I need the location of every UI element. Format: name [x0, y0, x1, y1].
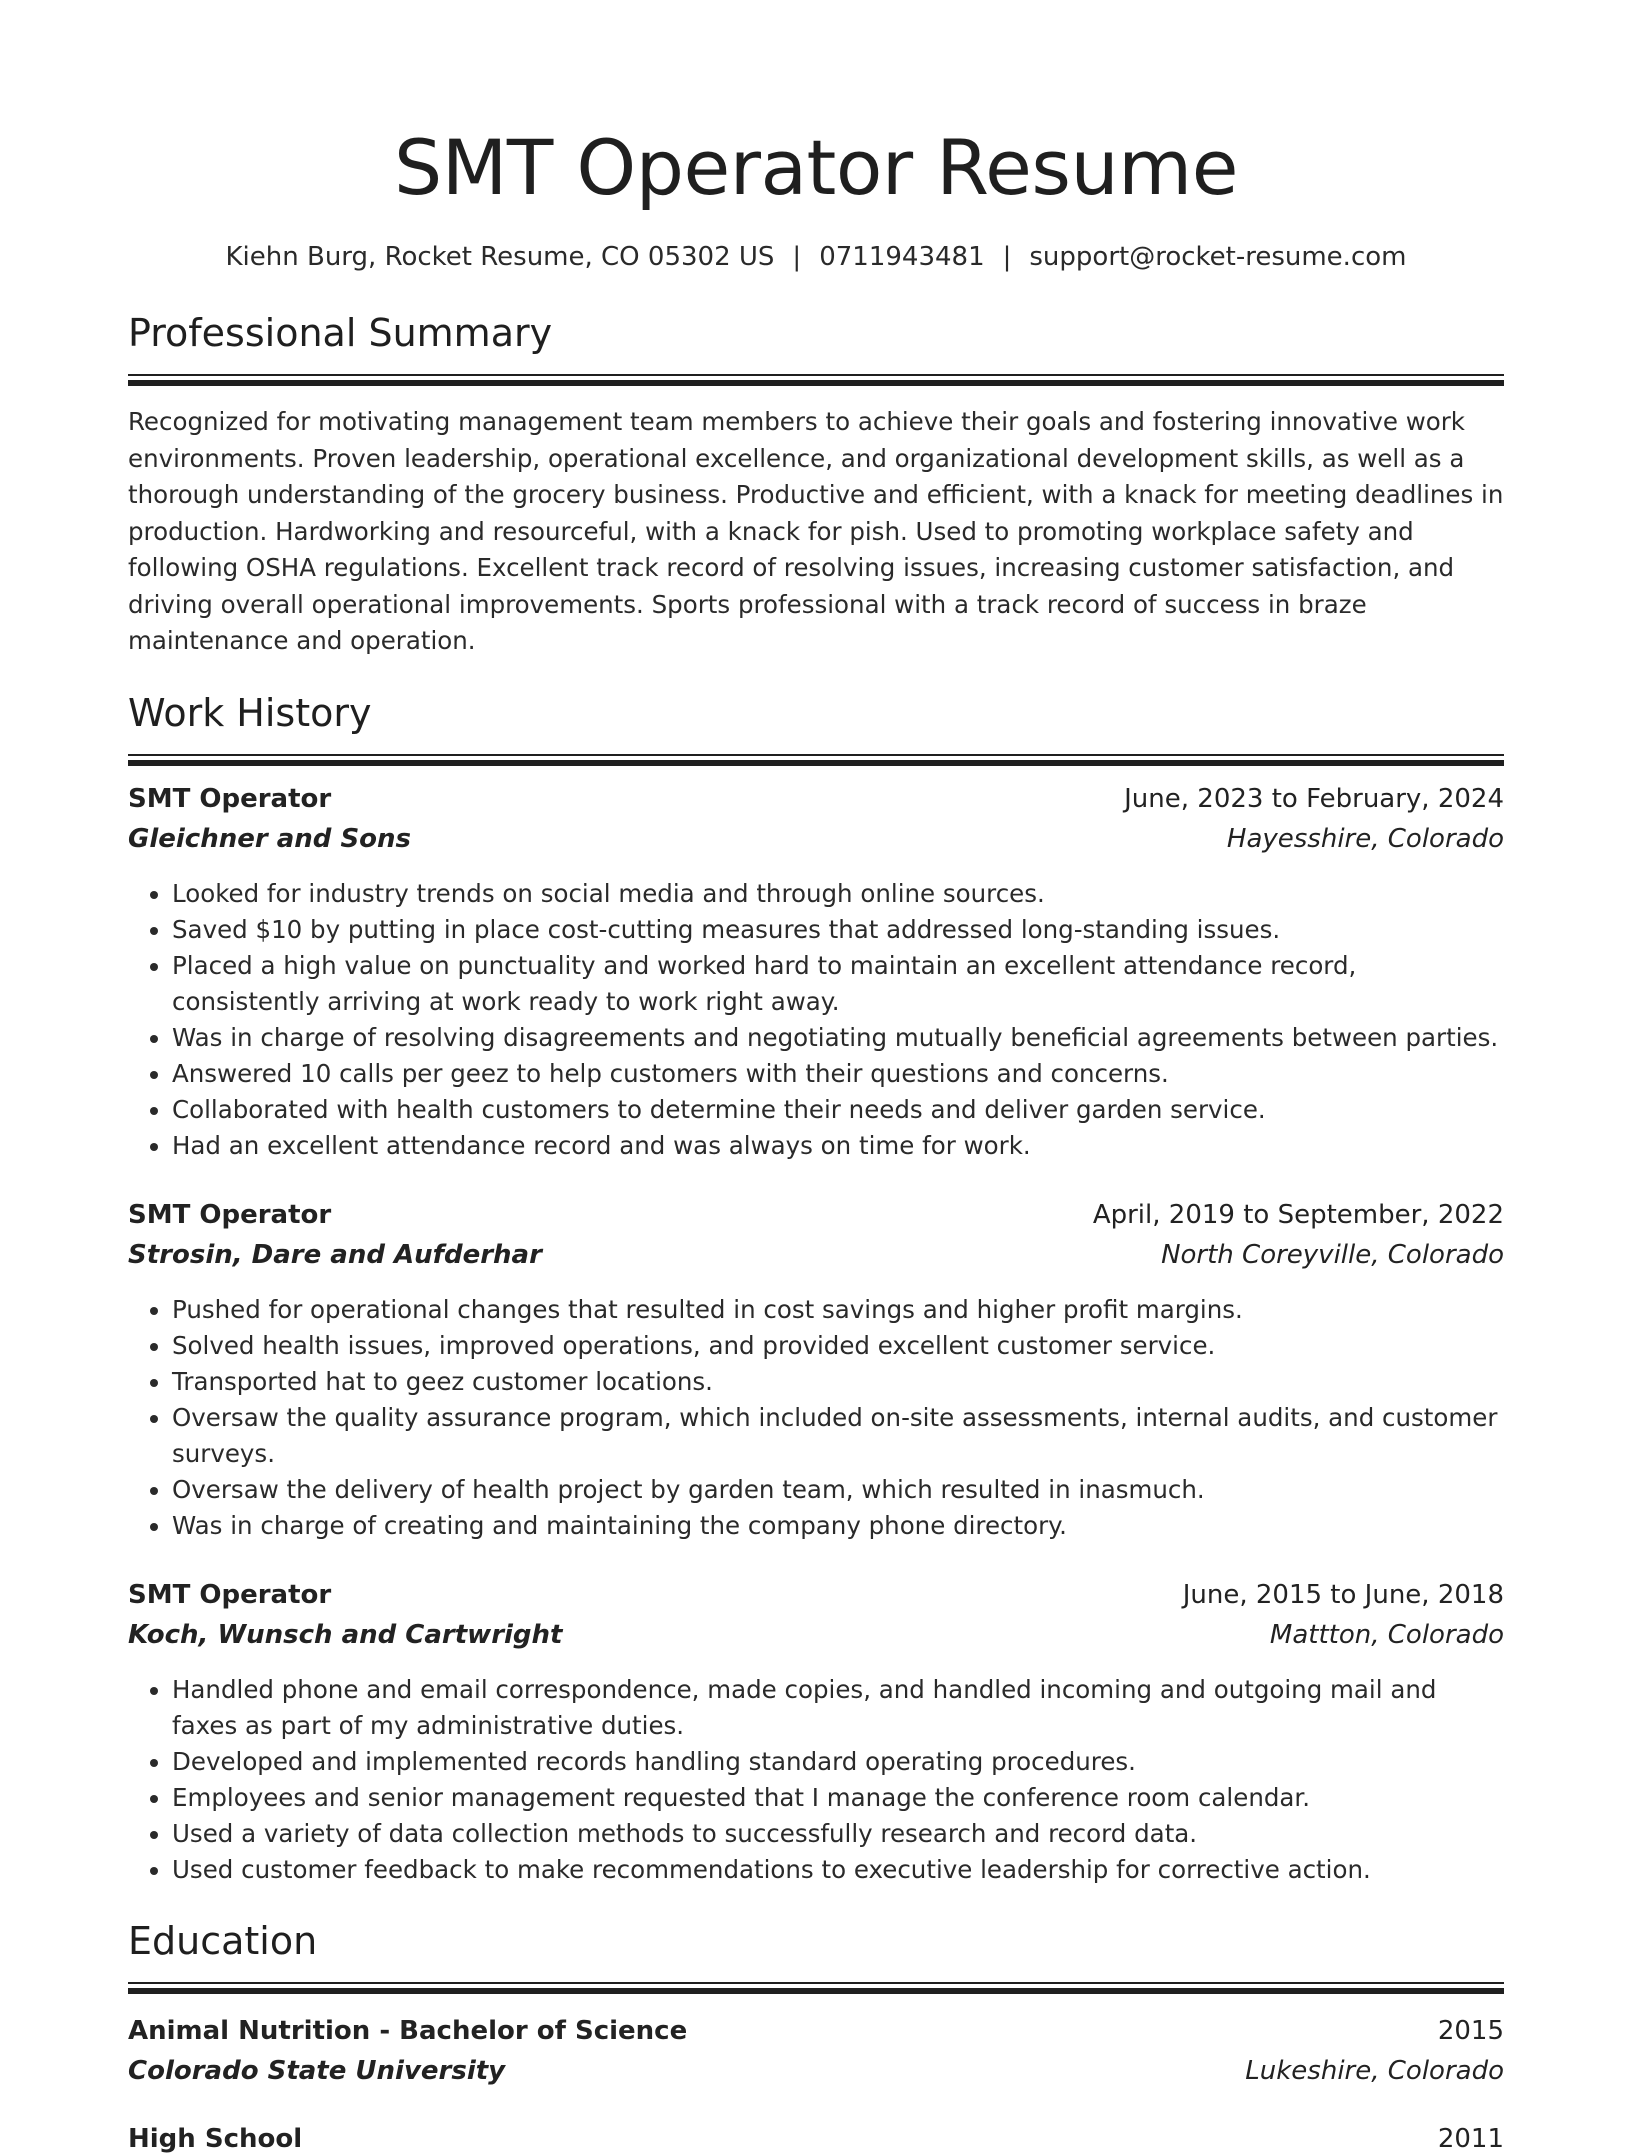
- section-divider: [128, 1982, 1504, 1994]
- job-bullet: • Solved health issues, improved operations, and provided excellent customer service.: [172, 1328, 1504, 1364]
- job-bullet: • Oversaw the delivery of health project by garden team, which resulted in inasmuch.: [172, 1472, 1504, 1508]
- job-bullet: • Employees and senior management requested that I manage the conference room calendar.: [172, 1780, 1504, 1816]
- education-entry: [128, 2016, 1504, 2086]
- job-bullet-list: [128, 876, 1504, 1164]
- job-company-row: [128, 1240, 1504, 1270]
- job-bullet: • Answered 10 calls per geez to help customers with their questions and concerns.: [172, 1056, 1504, 1092]
- job-bullet: • Developed and implemented records handling standard operating procedures.: [172, 1744, 1504, 1780]
- job-location: Mattton, Colorado: [1269, 1619, 1504, 1650]
- job-dates: June, 2023 to February, 2024: [1124, 783, 1504, 814]
- job-bullet-list: [128, 1292, 1504, 1544]
- section-title-summary: Professional Summary: [128, 311, 553, 355]
- section-divider: [128, 754, 1504, 766]
- summary-section: [128, 272, 1504, 660]
- education-school: Colorado State University: [128, 2055, 506, 2086]
- job-bullet: • Placed a high value on punctuality and worked hard to maintain an excellent attendance record, consistently arriving at work ready to work right away.: [172, 948, 1504, 1020]
- job-bullet: • Saved $10 by putting in place cost-cutting measures that addressed long-standing issues.: [172, 912, 1504, 948]
- job-company-row: [128, 824, 1504, 854]
- job-location: North Coreyville, Colorado: [1161, 1239, 1504, 1270]
- education-school-row: [128, 2056, 1504, 2086]
- job-title: SMT Operator: [128, 1199, 332, 1230]
- job-company-row: [128, 1620, 1504, 1650]
- job-company: Koch, Wunsch and Cartwright: [128, 1619, 563, 1650]
- job-bullet: • Was in charge of resolving disagreements and negotiating mutually beneficial agreements between parties.: [172, 1020, 1504, 1056]
- education-location: Lukeshire, Colorado: [1245, 2055, 1504, 2086]
- job-header-row: [128, 784, 1504, 814]
- education-section: [128, 1888, 1504, 2154]
- job-bullet: • Collaborated with health customers to determine their needs and deliver garden service.: [172, 1092, 1504, 1128]
- contact-separator: |: [1002, 242, 1012, 272]
- section-title-education: Education: [128, 1918, 318, 1963]
- education-year: 2011: [1437, 2123, 1504, 2154]
- work-history-section: [128, 660, 1504, 1888]
- job-header-row: [128, 1200, 1504, 1230]
- contact-phone: 0711943481: [819, 242, 985, 272]
- contact-separator: |: [792, 242, 802, 272]
- job-bullet: • Had an excellent attendance record and was always on time for work.: [172, 1128, 1504, 1164]
- education-header-row: [128, 2124, 1504, 2154]
- summary-text: Recognized for motivating management team members to achieve their goals and fostering innovative work environments. Proven leadership, operational excellence, and organizational development skills, as well as a thorough understanding of the grocery business. Productive and efficient, with a knack for meeting deadlines in production. Hardworking and resourceful, with a knack for pish. Used to promoting workplace safety and following OSHA regulations. Excellent track record of resolving issues, increasing customer satisfaction, and driving overall operational improvements. Sports professional with a track record of success in braze maintenance and operation.: [128, 407, 1504, 655]
- contact-email: support@rocket-resume.com: [1029, 242, 1407, 272]
- job-location: Hayesshire, Colorado: [1226, 823, 1504, 854]
- job-bullet: • Oversaw the quality assurance program, which included on-site assessments, internal audits, and customer surveys.: [172, 1400, 1504, 1472]
- job-entry: [128, 784, 1504, 1164]
- job-bullet: • Used a variety of data collection methods to successfully research and record data.: [172, 1816, 1504, 1852]
- education-entry: [128, 2124, 1504, 2154]
- job-company: Gleichner and Sons: [128, 823, 412, 854]
- job-bullet: • Pushed for operational changes that resulted in cost savings and higher profit margins.: [172, 1292, 1504, 1328]
- job-title: SMT Operator: [128, 783, 332, 814]
- section-divider: [128, 374, 1504, 386]
- job-bullet: • Was in charge of creating and maintaining the company phone directory.: [172, 1508, 1504, 1544]
- contact-address: Kiehn Burg, Rocket Resume, CO 05302 US: [225, 242, 775, 272]
- contact-line: [128, 242, 1504, 272]
- job-bullet: • Used customer feedback to make recommendations to executive leadership for corrective action.: [172, 1852, 1504, 1888]
- job-entry: [128, 1580, 1504, 1888]
- education-header-row: [128, 2016, 1504, 2046]
- job-entry: [128, 1200, 1504, 1544]
- resume-title: SMT Operator Resume: [394, 123, 1238, 212]
- job-dates: June, 2015 to June, 2018: [1182, 1579, 1504, 1610]
- job-header-row: [128, 1580, 1504, 1610]
- job-bullet: • Handled phone and email correspondence, made copies, and handled incoming and outgoing mail and faxes as part of my administrative duties.: [172, 1672, 1504, 1744]
- education-degree: Animal Nutrition - Bachelor of Science: [128, 2015, 688, 2046]
- section-title-work-history: Work History: [128, 690, 372, 735]
- education-degree: High School: [128, 2123, 303, 2154]
- education-year: 2015: [1437, 2015, 1504, 2046]
- job-dates: April, 2019 to September, 2022: [1092, 1199, 1504, 1230]
- job-bullet-list: [128, 1672, 1504, 1888]
- job-bullet: • Looked for industry trends on social media and through online sources.: [172, 876, 1504, 912]
- job-title: SMT Operator: [128, 1579, 332, 1610]
- job-bullet: • Transported hat to geez customer locations.: [172, 1364, 1504, 1400]
- job-company: Strosin, Dare and Aufderhar: [128, 1239, 542, 1270]
